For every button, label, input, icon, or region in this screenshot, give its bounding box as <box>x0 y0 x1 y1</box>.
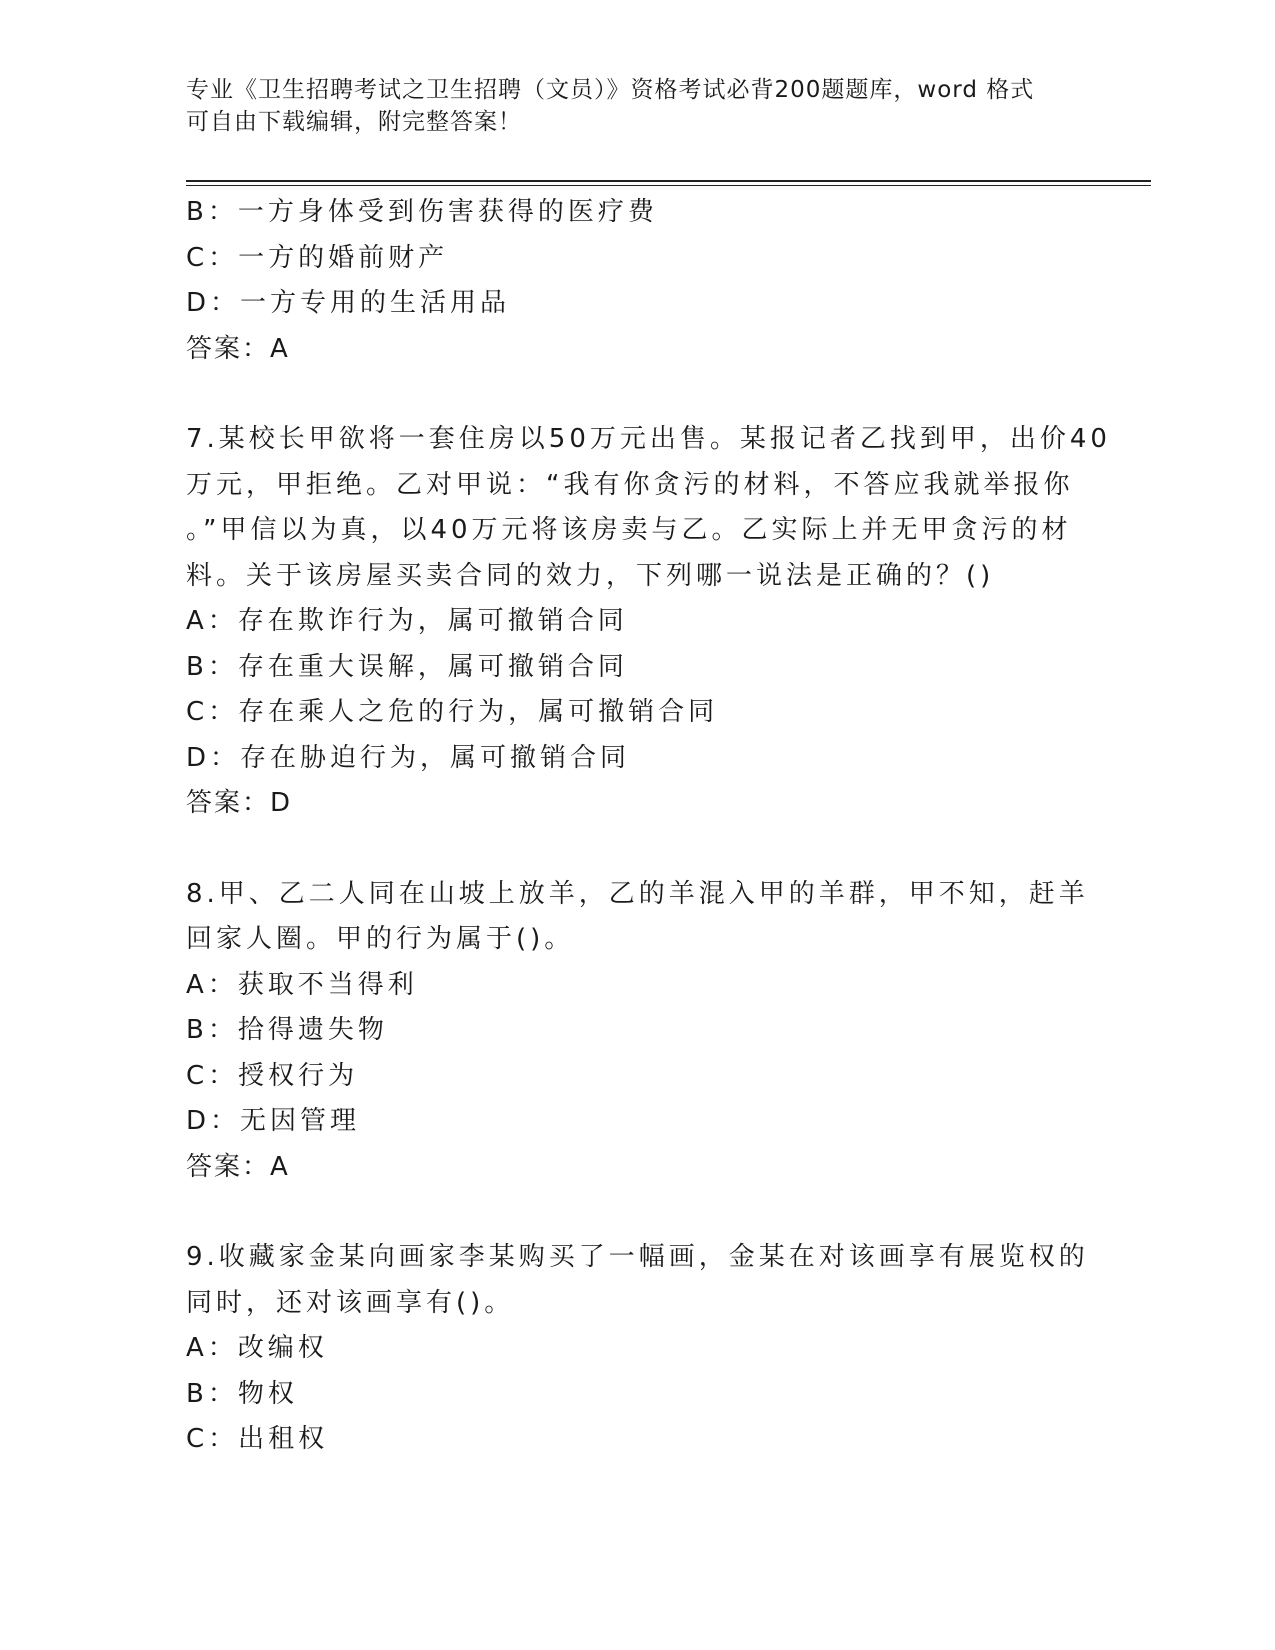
question-stem-line: 。”甲信以为真，以40万元将该房卖与乙。乙实际上并无甲贪污的材 <box>186 515 1072 545</box>
option-b: B：物权 <box>186 1378 298 1409</box>
option-c: C：授权行为 <box>186 1060 359 1091</box>
header-divider-thick <box>186 180 1151 182</box>
answer-line: 答案：A <box>186 1151 290 1182</box>
question-content <box>186 190 1111 1463</box>
answer-line: 答案：D <box>186 788 293 818</box>
option-b: B：存在重大误解，属可撤销合同 <box>186 651 628 682</box>
answer-line: 答案：A <box>186 333 290 364</box>
question-stem-line: 同时，还对该画享有()。 <box>186 1287 515 1318</box>
option-a: A：改编权 <box>186 1333 328 1363</box>
header-line-1: 专业《卫生招聘考试之卫生招聘（文员）》资格考试必背200题题库，word 格式 <box>186 77 1035 103</box>
option-c: C：存在乘人之危的行为，属可撤销合同 <box>186 697 719 727</box>
question-9 <box>186 1235 1089 1463</box>
question-8 <box>186 872 1089 1191</box>
question-stem-line: 9.收藏家金某向画家李某购买了一幅画，金某在对该画享有展览权的 <box>186 1242 1089 1272</box>
question-7 <box>186 417 1111 827</box>
option-d: D：存在胁迫行为，属可撤销合同 <box>186 742 631 773</box>
question-stem-line: 回家人圈。甲的行为属于()。 <box>186 924 575 954</box>
header-line-2: 可自由下载编辑，附完整答案！ <box>186 109 522 135</box>
option-a: A：获取不当得利 <box>186 969 418 1000</box>
spacer <box>186 1190 1086 1235</box>
option-b: B：拾得遗失物 <box>186 1015 388 1045</box>
option-b: B：一方身体受到伤害获得的医疗费 <box>186 197 658 227</box>
spacer <box>186 372 1086 417</box>
question-stem-line: 万元，甲拒绝。乙对甲说：“我有你贪污的材料，不答应我就举报你 <box>186 469 1074 500</box>
option-d: D：一方专用的生活用品 <box>186 288 511 318</box>
question-stem-line: 料。关于该房屋买卖合同的效力，下列哪一说法是正确的？() <box>186 560 995 591</box>
header-divider-thin <box>186 185 1151 186</box>
spacer <box>186 827 1086 872</box>
option-c: C：出租权 <box>186 1424 329 1454</box>
question-stem-line: 8.甲、乙二人同在山坡上放羊，乙的羊混入甲的羊群，甲不知，赶羊 <box>186 878 1089 909</box>
option-c: C：一方的婚前财产 <box>186 242 449 273</box>
document-header <box>186 74 1066 138</box>
option-d: D：无因管理 <box>186 1106 361 1136</box>
question-6-tail <box>186 190 1086 372</box>
question-stem-line: 7.某校长甲欲将一套住房以50万元出售。某报记者乙找到甲，出价40 <box>186 424 1111 454</box>
option-a: A：存在欺诈行为，属可撤销合同 <box>186 606 628 636</box>
